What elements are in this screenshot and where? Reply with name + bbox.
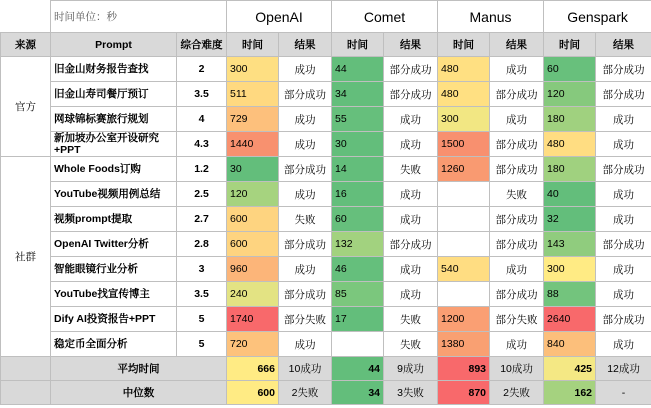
result-cell: 成功 bbox=[596, 182, 651, 207]
result-cell: 部分成功 bbox=[279, 82, 332, 107]
time-cell: 960 bbox=[227, 257, 279, 282]
time-cell: 16 bbox=[332, 182, 384, 207]
table-row bbox=[1, 282, 651, 307]
time-cell: 1260 bbox=[438, 157, 490, 182]
result-cell: 成功 bbox=[279, 332, 332, 357]
result-cell: 部分成功 bbox=[384, 232, 438, 257]
summary-text: 10成功 bbox=[490, 357, 544, 381]
time-cell: 120 bbox=[544, 82, 596, 107]
col-difficulty: 综合难度 bbox=[177, 33, 227, 57]
source-label: 社群 bbox=[1, 157, 51, 357]
provider-header-row bbox=[1, 1, 651, 33]
result-cell: 部分成功 bbox=[279, 282, 332, 307]
result-cell: 部分失败 bbox=[490, 307, 544, 332]
prompt-cell: 稳定币全面分析 bbox=[51, 332, 177, 357]
result-cell: 部分成功 bbox=[490, 82, 544, 107]
time-cell: 120 bbox=[227, 182, 279, 207]
prompt-cell: 旧金山财务报告查找 bbox=[51, 57, 177, 82]
time-cell: 840 bbox=[544, 332, 596, 357]
result-cell: 部分成功 bbox=[596, 57, 651, 82]
time-cell: 60 bbox=[544, 57, 596, 82]
provider-manus: Manus bbox=[438, 1, 544, 33]
difficulty-cell: 2.8 bbox=[177, 232, 227, 257]
result-cell: 成功 bbox=[596, 282, 651, 307]
prompt-cell: YouTube找宣传博主 bbox=[51, 282, 177, 307]
summary-text: 2失败 bbox=[490, 381, 544, 405]
summary-value: 425 bbox=[544, 357, 596, 381]
time-cell: 511 bbox=[227, 82, 279, 107]
col-time: 时间 bbox=[332, 33, 384, 57]
difficulty-cell: 2 bbox=[177, 57, 227, 82]
prompt-cell: YouTube视频用例总结 bbox=[51, 182, 177, 207]
result-cell: 部分成功 bbox=[384, 57, 438, 82]
prompt-cell: 网球锦标赛旅行规划 bbox=[51, 107, 177, 132]
table-row bbox=[1, 182, 651, 207]
col-result: 结果 bbox=[279, 33, 332, 57]
time-cell: 30 bbox=[227, 157, 279, 182]
time-cell: 2640 bbox=[544, 307, 596, 332]
provider-openai: OpenAI bbox=[227, 1, 332, 33]
time-cell: 132 bbox=[332, 232, 384, 257]
time-cell: 300 bbox=[438, 107, 490, 132]
time-cell: 1440 bbox=[227, 132, 279, 157]
result-cell: 成功 bbox=[490, 57, 544, 82]
table-row bbox=[1, 132, 651, 157]
difficulty-cell: 1.2 bbox=[177, 157, 227, 182]
table-row bbox=[1, 257, 651, 282]
result-cell: 成功 bbox=[596, 132, 651, 157]
unit-label: 时间单位：秒 bbox=[51, 1, 227, 33]
result-cell: 部分成功 bbox=[279, 157, 332, 182]
prompt-cell: Dify AI投资报告+PPT bbox=[51, 307, 177, 332]
table-row bbox=[1, 157, 651, 182]
prompt-cell: 视频prompt提取 bbox=[51, 207, 177, 232]
time-cell: 1200 bbox=[438, 307, 490, 332]
summary-label: 中位数 bbox=[51, 381, 227, 405]
source-label: 官方 bbox=[1, 57, 51, 157]
result-cell: 失败 bbox=[279, 207, 332, 232]
time-cell: 480 bbox=[544, 132, 596, 157]
time-cell: 180 bbox=[544, 107, 596, 132]
time-cell: 17 bbox=[332, 307, 384, 332]
summary-text: 10成功 bbox=[279, 357, 332, 381]
summary-value: 893 bbox=[438, 357, 490, 381]
time-cell: 143 bbox=[544, 232, 596, 257]
col-result: 结果 bbox=[384, 33, 438, 57]
result-cell: 失败 bbox=[384, 157, 438, 182]
result-cell: 部分成功 bbox=[490, 282, 544, 307]
time-cell: 14 bbox=[332, 157, 384, 182]
time-cell: 40 bbox=[544, 182, 596, 207]
time-cell: 180 bbox=[544, 157, 596, 182]
result-cell: 成功 bbox=[279, 182, 332, 207]
summary-value: 870 bbox=[438, 381, 490, 405]
difficulty-cell: 3.5 bbox=[177, 282, 227, 307]
time-cell: 1380 bbox=[438, 332, 490, 357]
provider-comet: Comet bbox=[332, 1, 438, 33]
result-cell: 成功 bbox=[490, 257, 544, 282]
time-cell: 540 bbox=[438, 257, 490, 282]
col-time: 时间 bbox=[438, 33, 490, 57]
summary-value: 600 bbox=[227, 381, 279, 405]
result-cell: 成功 bbox=[384, 282, 438, 307]
result-cell: 成功 bbox=[384, 107, 438, 132]
time-cell: 60 bbox=[332, 207, 384, 232]
time-cell bbox=[438, 282, 490, 307]
summary-spacer bbox=[1, 357, 51, 381]
result-cell: 成功 bbox=[279, 57, 332, 82]
result-cell: 成功 bbox=[490, 332, 544, 357]
summary-row bbox=[1, 357, 651, 381]
result-cell: 成功 bbox=[279, 107, 332, 132]
summary-text: 9成功 bbox=[384, 357, 438, 381]
time-cell: 1740 bbox=[227, 307, 279, 332]
result-cell: 成功 bbox=[384, 207, 438, 232]
time-cell: 32 bbox=[544, 207, 596, 232]
result-cell: 失败 bbox=[384, 307, 438, 332]
time-cell: 480 bbox=[438, 82, 490, 107]
result-cell: 部分成功 bbox=[596, 82, 651, 107]
result-cell: 部分成功 bbox=[596, 157, 651, 182]
time-cell: 88 bbox=[544, 282, 596, 307]
time-cell: 30 bbox=[332, 132, 384, 157]
time-cell: 300 bbox=[227, 57, 279, 82]
summary-value: 162 bbox=[544, 381, 596, 405]
result-cell: 部分成功 bbox=[596, 232, 651, 257]
summary-value: 44 bbox=[332, 357, 384, 381]
result-cell: 部分成功 bbox=[490, 132, 544, 157]
corner-cell bbox=[1, 1, 51, 33]
time-cell: 240 bbox=[227, 282, 279, 307]
time-cell: 55 bbox=[332, 107, 384, 132]
result-cell: 成功 bbox=[490, 107, 544, 132]
result-cell: 成功 bbox=[596, 257, 651, 282]
column-header-row bbox=[1, 33, 651, 57]
time-cell bbox=[438, 182, 490, 207]
time-cell bbox=[438, 207, 490, 232]
provider-genspark: Genspark bbox=[544, 1, 651, 33]
summary-spacer bbox=[1, 381, 51, 405]
summary-row bbox=[1, 381, 651, 405]
table-row bbox=[1, 82, 651, 107]
result-cell: 成功 bbox=[596, 107, 651, 132]
difficulty-cell: 3.5 bbox=[177, 82, 227, 107]
table-row bbox=[1, 107, 651, 132]
col-source: 来源 bbox=[1, 33, 51, 57]
summary-text: 3失败 bbox=[384, 381, 438, 405]
prompt-cell: 新加坡办公室开设研究+PPT bbox=[51, 132, 177, 157]
result-cell: 部分成功 bbox=[279, 232, 332, 257]
time-cell: 46 bbox=[332, 257, 384, 282]
result-cell: 失败 bbox=[384, 332, 438, 357]
time-cell: 729 bbox=[227, 107, 279, 132]
difficulty-cell: 4.3 bbox=[177, 132, 227, 157]
table-row bbox=[1, 232, 651, 257]
result-cell: 失败 bbox=[490, 182, 544, 207]
difficulty-cell: 5 bbox=[177, 307, 227, 332]
prompt-cell: OpenAI Twitter分析 bbox=[51, 232, 177, 257]
result-cell: 部分失败 bbox=[279, 307, 332, 332]
result-cell: 部分成功 bbox=[596, 307, 651, 332]
table-row bbox=[1, 207, 651, 232]
time-cell: 600 bbox=[227, 207, 279, 232]
time-cell: 480 bbox=[438, 57, 490, 82]
time-cell bbox=[332, 332, 384, 357]
result-cell: 成功 bbox=[596, 207, 651, 232]
col-prompt: Prompt bbox=[51, 33, 177, 57]
summary-value: 34 bbox=[332, 381, 384, 405]
difficulty-cell: 3 bbox=[177, 257, 227, 282]
time-cell: 85 bbox=[332, 282, 384, 307]
col-result: 结果 bbox=[490, 33, 544, 57]
time-cell: 720 bbox=[227, 332, 279, 357]
summary-value: 666 bbox=[227, 357, 279, 381]
summary-text: - bbox=[596, 381, 651, 405]
col-time: 时间 bbox=[544, 33, 596, 57]
result-cell: 部分成功 bbox=[384, 82, 438, 107]
result-cell: 部分成功 bbox=[490, 207, 544, 232]
time-cell: 34 bbox=[332, 82, 384, 107]
difficulty-cell: 2.7 bbox=[177, 207, 227, 232]
result-cell: 成功 bbox=[384, 257, 438, 282]
result-cell: 成功 bbox=[384, 182, 438, 207]
result-cell: 成功 bbox=[279, 132, 332, 157]
prompt-cell: 智能眼镜行业分析 bbox=[51, 257, 177, 282]
time-cell: 1500 bbox=[438, 132, 490, 157]
prompt-cell: 旧金山寿司餐厅预订 bbox=[51, 82, 177, 107]
time-cell: 300 bbox=[544, 257, 596, 282]
summary-label: 平均时间 bbox=[51, 357, 227, 381]
difficulty-cell: 4 bbox=[177, 107, 227, 132]
summary-text: 2失败 bbox=[279, 381, 332, 405]
result-cell: 成功 bbox=[279, 257, 332, 282]
table-row bbox=[1, 332, 651, 357]
table-row bbox=[1, 307, 651, 332]
result-cell: 成功 bbox=[596, 332, 651, 357]
col-time: 时间 bbox=[227, 33, 279, 57]
time-cell bbox=[438, 232, 490, 257]
result-cell: 部分成功 bbox=[490, 157, 544, 182]
time-cell: 600 bbox=[227, 232, 279, 257]
time-cell: 44 bbox=[332, 57, 384, 82]
col-result: 结果 bbox=[596, 33, 651, 57]
prompt-cell: Whole Foods订购 bbox=[51, 157, 177, 182]
result-cell: 成功 bbox=[384, 132, 438, 157]
difficulty-cell: 5 bbox=[177, 332, 227, 357]
difficulty-cell: 2.5 bbox=[177, 182, 227, 207]
summary-text: 12成功 bbox=[596, 357, 651, 381]
table-row bbox=[1, 57, 651, 82]
result-cell: 部分成功 bbox=[490, 232, 544, 257]
